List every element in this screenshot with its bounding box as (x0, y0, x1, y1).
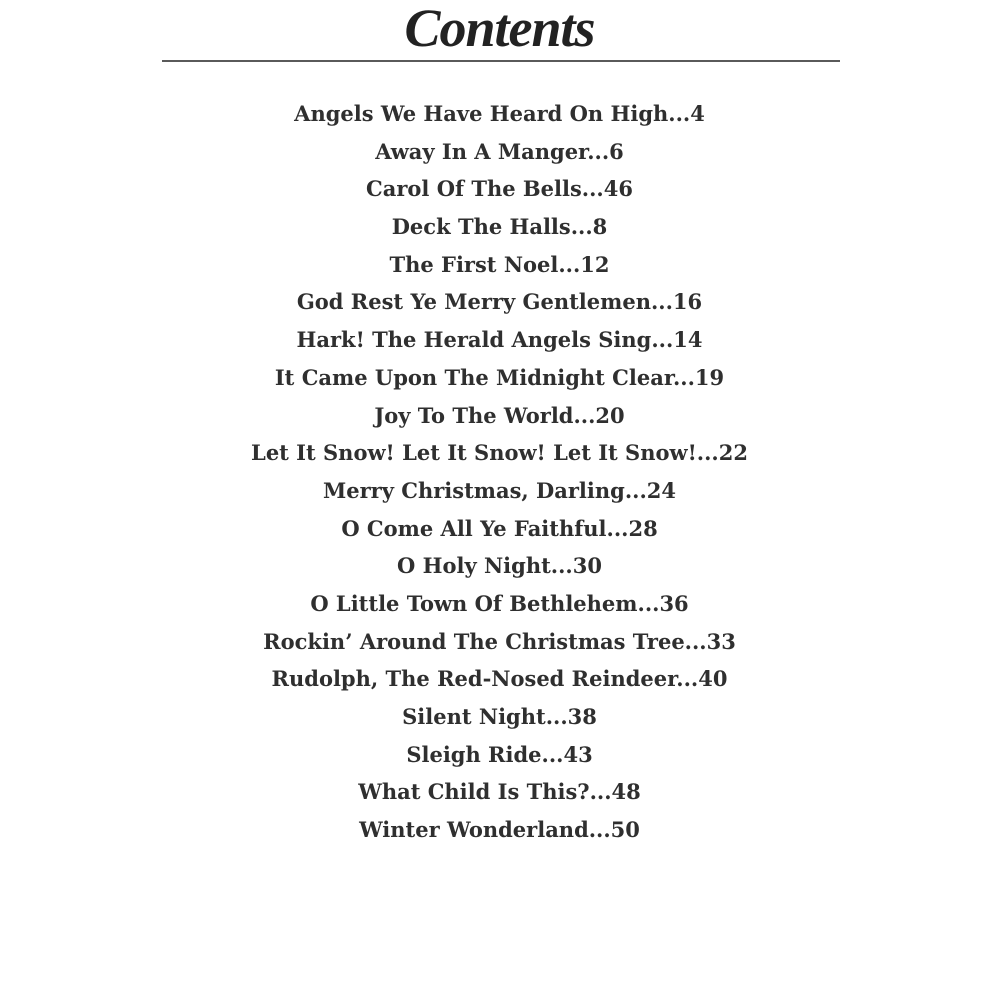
toc-entry: Carol Of The Bells...46 (366, 176, 633, 202)
toc-entry: Away In A Manger...6 (375, 138, 624, 164)
toc-entry: O Come All Ye Faithful...28 (341, 515, 658, 541)
toc-entry: Merry Christmas, Darling...24 (322, 477, 676, 503)
toc-entry: Rockin’ Around The Christmas Tree...33 (263, 628, 736, 654)
toc-entry: It Came Upon The Midnight Clear...19 (274, 364, 725, 390)
toc-entry: Rudolph, The Red-Nosed Reindeer...40 (271, 666, 728, 692)
toc-entry: The First Noel...12 (389, 251, 610, 277)
toc-entry: Let It Snow! Let It Snow! Let It Snow!...22 (251, 440, 748, 466)
toc-entry: Joy To The World...20 (374, 402, 625, 428)
toc-entry: Angels We Have Heard On High...4 (294, 101, 705, 126)
table-of-contents (0, 95, 999, 849)
toc-entry: Deck The Halls...8 (391, 214, 608, 240)
toc-entry: Hark! The Herald Angels Sing...14 (296, 327, 703, 353)
toc-entry: Sleigh Ride...43 (406, 741, 593, 767)
toc-entry: What Child Is This?...48 (358, 779, 641, 805)
toc-entry: O Little Town Of Bethlehem...36 (310, 590, 689, 616)
toc-entry: Winter Wonderland...50 (359, 817, 640, 843)
page-title: Contents (404, 0, 595, 58)
toc-entry: Silent Night...38 (402, 704, 597, 729)
toc-entry: O Holy Night...30 (397, 553, 602, 579)
title-divider (162, 60, 840, 62)
toc-entry: God Rest Ye Merry Gentlemen...16 (296, 289, 703, 315)
